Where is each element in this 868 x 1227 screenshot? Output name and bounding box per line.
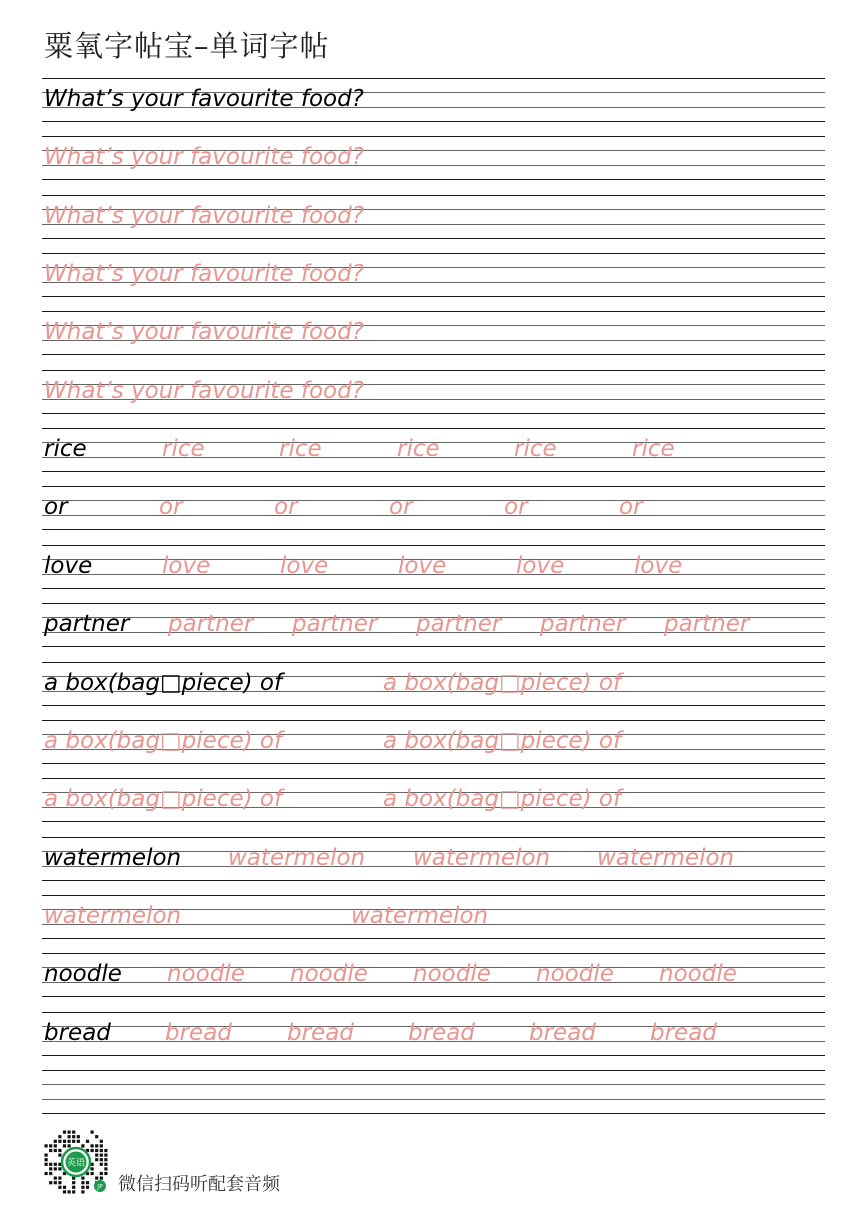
guide-line	[42, 370, 825, 371]
qr-dot	[72, 1181, 75, 1184]
qr-dot	[49, 1163, 52, 1166]
trace-word: bread	[287, 1019, 354, 1046]
qr-dot	[86, 1140, 89, 1143]
practice-row	[0, 78, 868, 136]
trace-word: a box(bag□piece) of	[383, 727, 622, 754]
trace-word: a box(bag□piece) of	[44, 727, 283, 754]
guide-line	[42, 78, 825, 79]
qr-dot	[68, 1135, 71, 1138]
qr-dot	[45, 1144, 48, 1147]
qr-dot	[95, 1144, 98, 1147]
guide-line	[42, 705, 825, 706]
trace-word: or	[159, 494, 183, 521]
guide-line	[42, 880, 825, 881]
trace-word: bread	[165, 1019, 232, 1046]
qr-dot	[100, 1144, 103, 1147]
guide-line	[42, 996, 825, 997]
qr-dot	[100, 1177, 103, 1180]
model-word: or	[44, 494, 68, 521]
footer-caption: 微信扫码听配套音频	[118, 1174, 280, 1195]
practice-row	[0, 428, 868, 486]
qr-dot	[104, 1149, 107, 1152]
model-word: love	[44, 552, 93, 579]
guide-line	[42, 413, 825, 414]
page-title: 粟氧字帖宝–单词字帖	[44, 29, 330, 63]
qr-dot	[54, 1163, 57, 1166]
trace-word: love	[280, 552, 329, 579]
trace-word: What’s your favourite food?	[44, 261, 364, 288]
trace-word: love	[634, 552, 683, 579]
trace-word: partner	[292, 611, 378, 638]
qr-dot	[81, 1190, 84, 1193]
practice-row	[0, 1070, 868, 1128]
qr-dot	[72, 1131, 75, 1134]
qr-dot	[58, 1140, 61, 1143]
qr-dot	[91, 1131, 94, 1134]
qr-dot	[95, 1149, 98, 1152]
qr-dot	[58, 1181, 61, 1184]
qr-dot	[54, 1181, 57, 1184]
qr-dot	[81, 1144, 84, 1147]
practice-row	[0, 953, 868, 1011]
qr-dot	[63, 1144, 66, 1147]
guide-line	[42, 428, 825, 429]
qr-dot	[104, 1172, 107, 1175]
qr-dot	[91, 1167, 94, 1170]
qr-dot	[54, 1177, 57, 1180]
qr-dot	[58, 1154, 61, 1157]
guide-line	[42, 938, 825, 939]
trace-word: love	[516, 552, 565, 579]
model-word: What’s your favourite food?	[44, 86, 364, 112]
qr-dot	[49, 1167, 52, 1170]
practice-row	[0, 370, 868, 428]
guide-line	[42, 588, 825, 589]
model-word: rice	[44, 436, 87, 463]
trace-word: or	[389, 494, 413, 521]
trace-word: watermelon	[228, 844, 366, 871]
qr-dot	[100, 1172, 103, 1175]
qr-dot	[100, 1149, 103, 1152]
model-word: watermelon	[44, 844, 182, 871]
qr-dot	[91, 1172, 94, 1175]
qr-dot	[86, 1186, 89, 1189]
trace-word: noodle	[536, 961, 614, 988]
qr-dot	[54, 1144, 57, 1147]
qr-dot	[104, 1158, 107, 1161]
qr-dot	[100, 1163, 103, 1166]
qr-dot	[45, 1172, 48, 1175]
guide-line	[42, 646, 825, 647]
guide-line	[42, 778, 825, 779]
trace-word: rice	[162, 436, 205, 463]
trace-word: watermelon	[44, 902, 182, 929]
model-word: partner	[44, 611, 130, 638]
trace-word: love	[398, 552, 447, 579]
qr-dot	[58, 1167, 61, 1170]
qr-dot	[68, 1190, 71, 1193]
practice-row	[0, 778, 868, 836]
qr-dot	[63, 1190, 66, 1193]
qr-badge-label: 英语	[66, 1158, 86, 1169]
guide-line	[42, 895, 825, 896]
footer	[40, 1126, 440, 1198]
qr-dot	[63, 1186, 66, 1189]
guide-line	[42, 1070, 825, 1071]
practice-row	[0, 311, 868, 369]
guide-line	[42, 195, 825, 196]
guide-line	[42, 471, 825, 472]
qr-dot	[72, 1140, 75, 1143]
trace-word: love	[162, 552, 211, 579]
qr-dot	[72, 1186, 75, 1189]
practice-row	[0, 720, 868, 778]
qr-dot	[81, 1181, 84, 1184]
qr-dot	[54, 1167, 57, 1170]
trace-word: noodle	[413, 961, 491, 988]
guide-line	[42, 953, 825, 954]
trace-word: partner	[540, 611, 626, 638]
guide-line	[42, 720, 825, 721]
trace-word: What’s your favourite food?	[44, 144, 364, 171]
trace-word: watermelon	[351, 902, 489, 929]
practice-row	[0, 895, 868, 953]
practice-row	[0, 662, 868, 720]
qr-dot	[95, 1158, 98, 1161]
guide-line	[42, 821, 825, 822]
guide-line	[42, 1012, 825, 1013]
qr-dot	[77, 1140, 80, 1143]
qr-dot	[49, 1149, 52, 1152]
guide-line	[42, 121, 825, 122]
guide-line	[42, 253, 825, 254]
qr-dot	[91, 1144, 94, 1147]
qr-dot	[58, 1177, 61, 1180]
qr-dot	[68, 1131, 71, 1134]
qr-dot	[95, 1154, 98, 1157]
model-word: noodle	[44, 961, 122, 988]
qr-dot	[68, 1140, 71, 1143]
trace-word: a box(bag□piece) of	[383, 669, 622, 696]
trace-word: partner	[416, 611, 502, 638]
qr-dot	[104, 1167, 107, 1170]
guide-line	[42, 662, 825, 663]
trace-word: partner	[664, 611, 750, 638]
trace-word: partner	[168, 611, 254, 638]
model-word: a box(bag□piece) of	[44, 669, 283, 696]
qr-dot	[49, 1172, 52, 1175]
qr-dot	[104, 1163, 107, 1166]
practice-row	[0, 837, 868, 895]
qr-dot	[58, 1186, 61, 1189]
qr-dot	[63, 1131, 66, 1134]
qr-dot	[45, 1158, 48, 1161]
guide-line	[42, 1084, 825, 1085]
guide-line	[42, 486, 825, 487]
trace-word: rice	[514, 436, 557, 463]
qr-dot	[72, 1135, 75, 1138]
qr-dot	[45, 1154, 48, 1157]
qr-dot	[68, 1144, 71, 1147]
guide-line	[42, 545, 825, 546]
guide-line	[42, 311, 825, 312]
trace-word: bread	[408, 1019, 475, 1046]
practice-row	[0, 603, 868, 661]
trace-word: bread	[529, 1019, 596, 1046]
guide-line	[42, 529, 825, 530]
qr-dot	[58, 1149, 61, 1152]
trace-word: rice	[397, 436, 440, 463]
qr-code-icon	[40, 1126, 112, 1198]
trace-word: or	[504, 494, 528, 521]
practice-row	[0, 136, 868, 194]
practice-row	[0, 545, 868, 603]
qr-dot	[45, 1163, 48, 1166]
qr-dot	[81, 1186, 84, 1189]
guide-line	[42, 1099, 825, 1100]
guide-line	[42, 603, 825, 604]
qr-dot	[100, 1140, 103, 1143]
qr-dot	[104, 1154, 107, 1157]
trace-word: or	[619, 494, 643, 521]
qr-dot	[58, 1135, 61, 1138]
practice-row	[0, 195, 868, 253]
trace-word: rice	[279, 436, 322, 463]
qr-corner-label: JP	[97, 1183, 103, 1191]
guide-line	[42, 763, 825, 764]
model-word: bread	[44, 1019, 111, 1046]
trace-word: noodle	[659, 961, 737, 988]
qr-dot	[86, 1181, 89, 1184]
trace-word: a box(bag□piece) of	[44, 786, 283, 813]
trace-word: rice	[632, 436, 675, 463]
guide-line	[42, 354, 825, 355]
qr-dot	[49, 1144, 52, 1147]
trace-word: watermelon	[597, 844, 735, 871]
trace-word: a box(bag□piece) of	[383, 786, 622, 813]
guide-line	[42, 1113, 825, 1114]
guide-line	[42, 136, 825, 137]
guide-line	[42, 837, 825, 838]
qr-dot	[100, 1158, 103, 1161]
qr-dot	[54, 1149, 57, 1152]
trace-word: watermelon	[413, 844, 551, 871]
practice-row	[0, 1012, 868, 1070]
trace-word: or	[274, 494, 298, 521]
guide-line	[42, 179, 825, 180]
trace-word: noodle	[167, 961, 245, 988]
guide-line	[42, 1055, 825, 1056]
qr-dot	[54, 1140, 57, 1143]
qr-dot	[49, 1181, 52, 1184]
qr-dot	[100, 1154, 103, 1157]
trace-word: What’s your favourite food?	[44, 377, 364, 404]
guide-line	[42, 296, 825, 297]
trace-word: noodle	[290, 961, 368, 988]
practice-row	[0, 486, 868, 544]
trace-word: What’s your favourite food?	[44, 319, 364, 346]
trace-word: What’s your favourite food?	[44, 202, 364, 229]
trace-word: bread	[650, 1019, 717, 1046]
qr-dot	[91, 1149, 94, 1152]
practice-row	[0, 253, 868, 311]
guide-line	[42, 238, 825, 239]
qr-dot	[72, 1190, 75, 1193]
qr-dot	[77, 1135, 80, 1138]
qr-dot	[63, 1140, 66, 1143]
qr-dot	[95, 1135, 98, 1138]
qr-dot	[81, 1177, 84, 1180]
qr-dot	[95, 1177, 98, 1180]
